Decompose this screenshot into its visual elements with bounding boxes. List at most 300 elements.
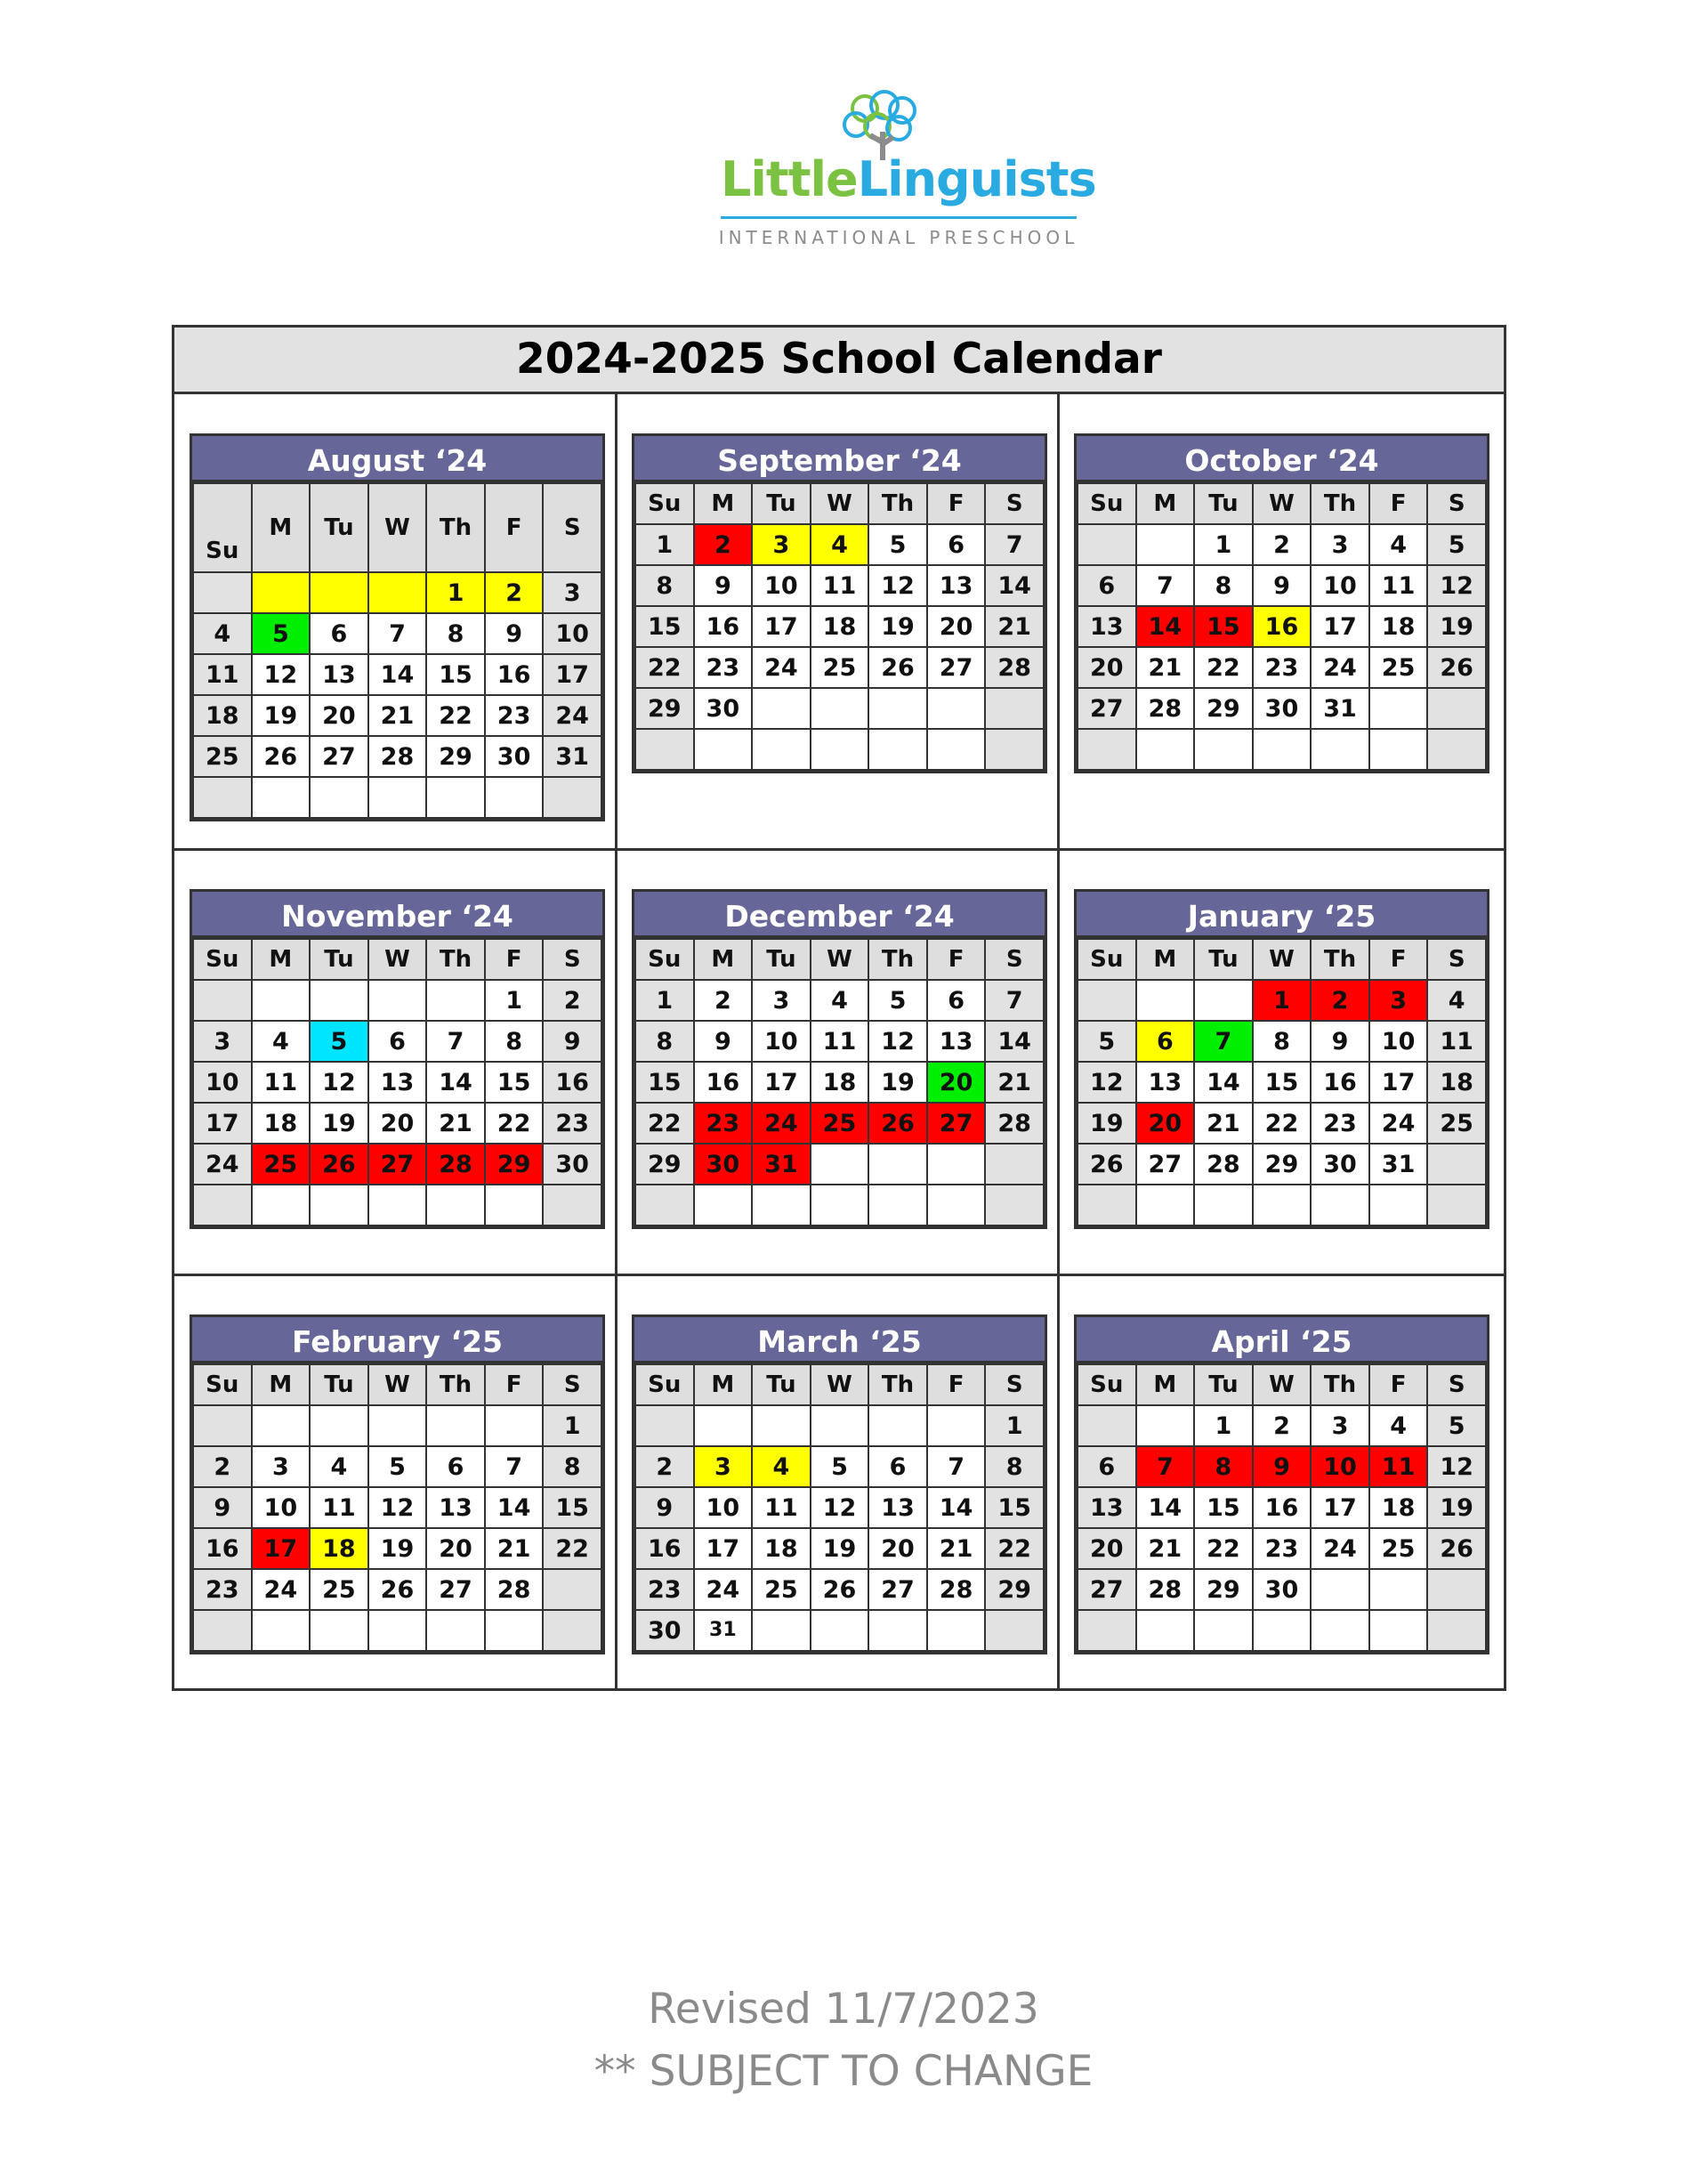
week-row — [635, 1144, 1044, 1185]
day-cell: 29 — [1253, 1144, 1312, 1185]
day-cell: 15 — [635, 606, 694, 647]
day-cell: 30 — [1311, 1144, 1369, 1185]
week-row — [635, 647, 1044, 688]
logo-tagline: INTERNATIONAL PRESCHOOL — [718, 227, 1079, 248]
weekday-header-row — [635, 483, 1044, 524]
day-cell: 19 — [868, 606, 927, 647]
day-cell: 20 — [1078, 647, 1136, 688]
month-title: April ‘25 — [1077, 1317, 1487, 1363]
day-cell: 12 — [1078, 1062, 1136, 1103]
month-calendar — [190, 1314, 605, 1654]
grid-divider-vertical — [615, 394, 617, 1688]
week-row — [1078, 524, 1486, 565]
day-cell: 7 — [1136, 565, 1195, 606]
day-cell: 24 — [694, 1569, 753, 1610]
weekday-header: Su — [1078, 939, 1136, 980]
week-row — [193, 1569, 601, 1610]
day-cell: 30 — [485, 736, 544, 777]
day-cell: 7 — [426, 1021, 485, 1062]
day-cell: 6 — [426, 1446, 485, 1487]
day-cell: 27 — [1136, 1144, 1195, 1185]
day-cell: 25 — [811, 647, 869, 688]
day-cell: 14 — [1136, 1487, 1195, 1528]
month-title: February ‘25 — [192, 1317, 602, 1363]
day-cell: 12 — [1427, 565, 1486, 606]
day-cell: 28 — [1136, 1569, 1195, 1610]
day-cell: 23 — [1253, 1528, 1312, 1569]
day-cell: 6 — [1136, 1021, 1195, 1062]
week-row — [193, 654, 601, 695]
empty-day-cell — [193, 572, 252, 613]
empty-day-cell — [543, 1185, 601, 1225]
day-cell: 23 — [694, 647, 753, 688]
week-row — [193, 1021, 601, 1062]
day-cell: 20 — [426, 1528, 485, 1569]
day-cell: 4 — [1369, 1405, 1428, 1446]
day-cell: 29 — [985, 1569, 1044, 1610]
weekday-header: Tu — [752, 1364, 811, 1405]
week-row — [635, 1610, 1044, 1651]
day-cell: 4 — [193, 613, 252, 654]
month-day-grid — [1077, 482, 1487, 771]
empty-day-cell — [752, 1405, 811, 1446]
weekday-header: Su — [1078, 1364, 1136, 1405]
empty-day-cell — [1078, 1405, 1136, 1446]
weekday-header: Th — [1311, 939, 1369, 980]
empty-day-cell — [927, 1185, 986, 1225]
day-cell: 30 — [635, 1610, 694, 1651]
weekday-header: Th — [1311, 1364, 1369, 1405]
month-title: January ‘25 — [1077, 892, 1487, 938]
day-cell: 4 — [811, 980, 869, 1021]
day-cell: 10 — [694, 1487, 753, 1528]
weekday-header: Su — [1078, 483, 1136, 524]
empty-day-cell — [811, 1610, 869, 1651]
day-cell: 12 — [868, 1021, 927, 1062]
day-cell: 15 — [1194, 1487, 1253, 1528]
week-row — [635, 1185, 1044, 1225]
day-cell: 30 — [1253, 1569, 1312, 1610]
day-cell: 3 — [252, 1446, 311, 1487]
day-cell: 11 — [310, 1487, 368, 1528]
day-cell: 28 — [1194, 1144, 1253, 1185]
day-cell: 4 — [310, 1446, 368, 1487]
week-row — [193, 1144, 601, 1185]
weekday-header: Th — [426, 483, 485, 572]
day-cell: 4 — [1369, 524, 1428, 565]
day-cell: 11 — [193, 654, 252, 695]
day-cell: 21 — [927, 1528, 986, 1569]
month-title: September ‘24 — [634, 436, 1045, 482]
day-cell: 17 — [252, 1528, 311, 1569]
day-cell: 17 — [543, 654, 601, 695]
day-cell: 23 — [485, 695, 544, 736]
empty-day-cell — [368, 1610, 427, 1651]
month-title: August ‘24 — [192, 436, 602, 482]
day-cell: 5 — [1427, 1405, 1486, 1446]
day-cell: 13 — [1078, 606, 1136, 647]
weekday-header: W — [1253, 939, 1312, 980]
day-cell: 20 — [927, 606, 986, 647]
day-cell: 11 — [811, 565, 869, 606]
empty-day-cell — [426, 1610, 485, 1651]
day-cell: 3 — [752, 524, 811, 565]
day-cell: 5 — [868, 524, 927, 565]
day-cell: 15 — [485, 1062, 544, 1103]
day-cell: 1 — [635, 524, 694, 565]
weekday-header: Th — [426, 939, 485, 980]
day-cell: 11 — [1369, 1446, 1428, 1487]
week-row — [635, 1528, 1044, 1569]
week-row — [193, 572, 601, 613]
day-cell: 29 — [426, 736, 485, 777]
day-cell: 21 — [1136, 647, 1195, 688]
day-cell: 7 — [368, 613, 427, 654]
empty-day-cell — [927, 1405, 986, 1446]
empty-day-cell — [1311, 729, 1369, 770]
day-cell: 19 — [1078, 1103, 1136, 1144]
day-cell: 1 — [1194, 524, 1253, 565]
weekday-header: M — [1136, 483, 1195, 524]
day-cell: 24 — [252, 1569, 311, 1610]
empty-day-cell — [868, 1144, 927, 1185]
weekday-header: Tu — [310, 939, 368, 980]
day-cell: 13 — [1078, 1487, 1136, 1528]
weekday-header: Th — [426, 1364, 485, 1405]
day-cell: 22 — [1253, 1103, 1312, 1144]
day-cell: 1 — [485, 980, 544, 1021]
week-row — [1078, 647, 1486, 688]
day-cell: 12 — [1427, 1446, 1486, 1487]
week-row — [635, 1569, 1044, 1610]
day-cell: 28 — [927, 1569, 986, 1610]
day-cell: 22 — [635, 647, 694, 688]
empty-day-cell — [694, 729, 753, 770]
empty-day-cell — [1369, 1610, 1428, 1651]
day-cell: 21 — [368, 695, 427, 736]
day-cell: 18 — [310, 1528, 368, 1569]
day-cell: 19 — [868, 1062, 927, 1103]
day-cell: 5 — [811, 1446, 869, 1487]
empty-day-cell — [927, 688, 986, 729]
empty-day-cell — [193, 980, 252, 1021]
weekday-header: W — [1253, 483, 1312, 524]
month-calendar — [1074, 433, 1489, 773]
empty-day-cell — [310, 980, 368, 1021]
weekday-header: Th — [868, 1364, 927, 1405]
month-day-grid — [1077, 938, 1487, 1226]
weekday-header: M — [694, 1364, 753, 1405]
day-cell: 16 — [193, 1528, 252, 1569]
day-cell: 1 — [426, 572, 485, 613]
day-cell: 13 — [1136, 1062, 1195, 1103]
week-row — [1078, 1610, 1486, 1651]
empty-day-cell — [635, 1405, 694, 1446]
empty-day-cell — [485, 1405, 544, 1446]
day-cell: 26 — [252, 736, 311, 777]
day-cell: 5 — [1427, 524, 1486, 565]
weekday-header: W — [1253, 1364, 1312, 1405]
month-title: March ‘25 — [634, 1317, 1045, 1363]
day-cell: 27 — [927, 1103, 986, 1144]
weekday-header-row — [193, 939, 601, 980]
empty-day-cell — [752, 688, 811, 729]
week-row — [635, 980, 1044, 1021]
day-cell: 25 — [1369, 647, 1428, 688]
day-cell: 23 — [1311, 1103, 1369, 1144]
day-cell: 30 — [1253, 688, 1312, 729]
month-calendar — [632, 433, 1047, 773]
day-cell: 7 — [985, 524, 1044, 565]
day-cell: 2 — [193, 1446, 252, 1487]
day-cell: 28 — [1136, 688, 1195, 729]
day-cell: 20 — [1078, 1528, 1136, 1569]
empty-day-cell — [1427, 688, 1486, 729]
weekday-header: Su — [193, 939, 252, 980]
day-cell: 24 — [752, 1103, 811, 1144]
day-cell: 22 — [1194, 647, 1253, 688]
day-cell: 5 — [868, 980, 927, 1021]
day-cell: 21 — [1194, 1103, 1253, 1144]
empty-day-cell — [1136, 1185, 1195, 1225]
day-cell: 10 — [252, 1487, 311, 1528]
day-cell: 11 — [252, 1062, 311, 1103]
grid-divider-horizontal — [174, 1274, 1504, 1276]
weekday-header: Tu — [1194, 939, 1253, 980]
day-cell: 22 — [985, 1528, 1044, 1569]
day-cell: 17 — [1311, 1487, 1369, 1528]
weekday-header: S — [1427, 1364, 1486, 1405]
day-cell: 25 — [193, 736, 252, 777]
week-row — [1078, 1021, 1486, 1062]
empty-day-cell — [193, 1610, 252, 1651]
empty-day-cell — [811, 688, 869, 729]
day-cell: 27 — [368, 1144, 427, 1185]
week-row — [193, 777, 601, 818]
day-cell: 31 — [752, 1144, 811, 1185]
weekday-header: F — [485, 939, 544, 980]
weekday-header: Su — [635, 1364, 694, 1405]
week-row — [193, 1185, 601, 1225]
day-cell: 29 — [635, 1144, 694, 1185]
empty-day-cell — [927, 1610, 986, 1651]
day-cell: 8 — [985, 1446, 1044, 1487]
day-cell: 12 — [368, 1487, 427, 1528]
day-cell: 25 — [310, 1569, 368, 1610]
day-cell: 19 — [368, 1528, 427, 1569]
day-cell: 19 — [811, 1528, 869, 1569]
day-cell: 27 — [1078, 1569, 1136, 1610]
empty-day-cell — [1253, 1185, 1312, 1225]
weekday-header: S — [985, 1364, 1044, 1405]
week-row — [193, 736, 601, 777]
weekday-header: S — [543, 939, 601, 980]
month-day-grid — [1077, 1363, 1487, 1652]
weekday-header-row — [1078, 483, 1486, 524]
empty-day-cell — [635, 729, 694, 770]
day-cell: 28 — [368, 736, 427, 777]
weekday-header-row — [635, 939, 1044, 980]
empty-day-cell — [1078, 1185, 1136, 1225]
weekday-header: M — [694, 483, 753, 524]
weekday-header: F — [1369, 1364, 1428, 1405]
empty-day-cell — [868, 1610, 927, 1651]
day-cell: 18 — [752, 1528, 811, 1569]
empty-day-cell — [252, 1405, 311, 1446]
month-day-grid — [192, 938, 602, 1226]
weekday-header: Su — [635, 483, 694, 524]
weekday-header: Su — [635, 939, 694, 980]
week-row — [635, 606, 1044, 647]
empty-day-cell — [543, 1610, 601, 1651]
empty-day-cell — [811, 1144, 869, 1185]
day-cell: 9 — [485, 613, 544, 654]
day-cell: 18 — [811, 606, 869, 647]
day-cell: 5 — [310, 1021, 368, 1062]
empty-day-cell — [1427, 1569, 1486, 1610]
day-cell: 9 — [1253, 1446, 1312, 1487]
empty-day-cell — [694, 1405, 753, 1446]
day-cell: 2 — [635, 1446, 694, 1487]
weekday-header: Th — [868, 483, 927, 524]
empty-day-cell — [485, 777, 544, 818]
month-day-grid — [634, 482, 1045, 771]
weekday-header: Th — [868, 939, 927, 980]
day-cell: 2 — [1253, 524, 1312, 565]
weekday-header: Su — [193, 483, 252, 572]
week-row — [193, 1405, 601, 1446]
empty-day-cell — [811, 729, 869, 770]
day-cell: 4 — [252, 1021, 311, 1062]
day-cell: 6 — [1078, 565, 1136, 606]
day-cell: 30 — [694, 688, 753, 729]
day-cell: 26 — [868, 1103, 927, 1144]
empty-day-cell — [1311, 1610, 1369, 1651]
day-cell: 3 — [694, 1446, 753, 1487]
day-cell: 6 — [310, 613, 368, 654]
day-cell: 14 — [927, 1487, 986, 1528]
weekday-header: Tu — [310, 1364, 368, 1405]
day-cell: 11 — [811, 1021, 869, 1062]
empty-day-cell — [193, 1405, 252, 1446]
day-cell: 28 — [985, 1103, 1044, 1144]
weekday-header-row — [193, 483, 601, 572]
day-cell: 25 — [752, 1569, 811, 1610]
day-cell: 9 — [193, 1487, 252, 1528]
day-cell: 15 — [1194, 606, 1253, 647]
day-cell: 31 — [1311, 688, 1369, 729]
empty-day-cell — [193, 1185, 252, 1225]
day-cell: 18 — [811, 1062, 869, 1103]
empty-day-cell — [1078, 524, 1136, 565]
day-cell: 6 — [927, 524, 986, 565]
day-cell: 14 — [1194, 1062, 1253, 1103]
week-row — [193, 695, 601, 736]
month-day-grid — [634, 1363, 1045, 1652]
day-cell: 15 — [543, 1487, 601, 1528]
logo-word-linguists: Linguists — [857, 151, 1096, 207]
day-cell: 17 — [694, 1528, 753, 1569]
empty-day-cell — [868, 688, 927, 729]
day-cell: 14 — [1136, 606, 1195, 647]
day-cell: 12 — [811, 1487, 869, 1528]
weekday-header: Tu — [310, 483, 368, 572]
month-calendar — [190, 889, 605, 1229]
day-cell: 10 — [1311, 1446, 1369, 1487]
day-cell: 16 — [635, 1528, 694, 1569]
week-row — [193, 1103, 601, 1144]
day-cell: 25 — [252, 1144, 311, 1185]
day-cell: 14 — [985, 1021, 1044, 1062]
weekday-header: F — [927, 939, 986, 980]
empty-day-cell — [1369, 1569, 1428, 1610]
day-cell: 1 — [1194, 1405, 1253, 1446]
day-cell: 3 — [1311, 1405, 1369, 1446]
empty-day-cell — [985, 688, 1044, 729]
empty-day-cell — [985, 729, 1044, 770]
logo-word-little: Little — [721, 151, 858, 207]
day-cell: 17 — [1311, 606, 1369, 647]
week-row — [635, 688, 1044, 729]
day-cell: 15 — [985, 1487, 1044, 1528]
weekday-header: Tu — [1194, 483, 1253, 524]
weekday-header: F — [927, 483, 986, 524]
day-cell: 27 — [310, 736, 368, 777]
weekday-header: M — [252, 939, 311, 980]
day-cell: 11 — [752, 1487, 811, 1528]
month-title: December ‘24 — [634, 892, 1045, 938]
day-cell: 26 — [368, 1569, 427, 1610]
month-calendar — [190, 433, 605, 821]
empty-day-cell — [1311, 1569, 1369, 1610]
empty-day-cell — [252, 1610, 311, 1651]
day-cell: 21 — [1136, 1528, 1195, 1569]
empty-day-cell — [1136, 729, 1195, 770]
week-row — [1078, 1487, 1486, 1528]
empty-day-cell — [310, 1610, 368, 1651]
month-day-grid — [192, 1363, 602, 1652]
weekday-header: M — [1136, 1364, 1195, 1405]
week-row — [1078, 688, 1486, 729]
empty-day-cell — [1136, 1610, 1195, 1651]
week-row — [193, 980, 601, 1021]
weekday-header: Su — [193, 1364, 252, 1405]
day-cell: 1 — [1253, 980, 1312, 1021]
day-cell: 18 — [1369, 606, 1428, 647]
day-cell: 7 — [985, 980, 1044, 1021]
week-row — [635, 1062, 1044, 1103]
day-cell: 24 — [1369, 1103, 1428, 1144]
day-cell: 3 — [1369, 980, 1428, 1021]
week-row — [1078, 1446, 1486, 1487]
day-cell: 24 — [752, 647, 811, 688]
month-title: November ‘24 — [192, 892, 602, 938]
day-cell: 24 — [1311, 647, 1369, 688]
week-row — [1078, 1405, 1486, 1446]
day-cell: 31 — [543, 736, 601, 777]
day-cell: 10 — [193, 1062, 252, 1103]
day-cell: 8 — [1194, 1446, 1253, 1487]
day-cell: 12 — [868, 565, 927, 606]
day-cell: 5 — [252, 613, 311, 654]
empty-day-cell — [252, 1185, 311, 1225]
empty-day-cell — [1078, 1610, 1136, 1651]
empty-day-cell — [1194, 729, 1253, 770]
day-cell: 20 — [368, 1103, 427, 1144]
day-cell: 9 — [635, 1487, 694, 1528]
day-cell: 14 — [485, 1487, 544, 1528]
logo-divider — [721, 216, 1077, 219]
